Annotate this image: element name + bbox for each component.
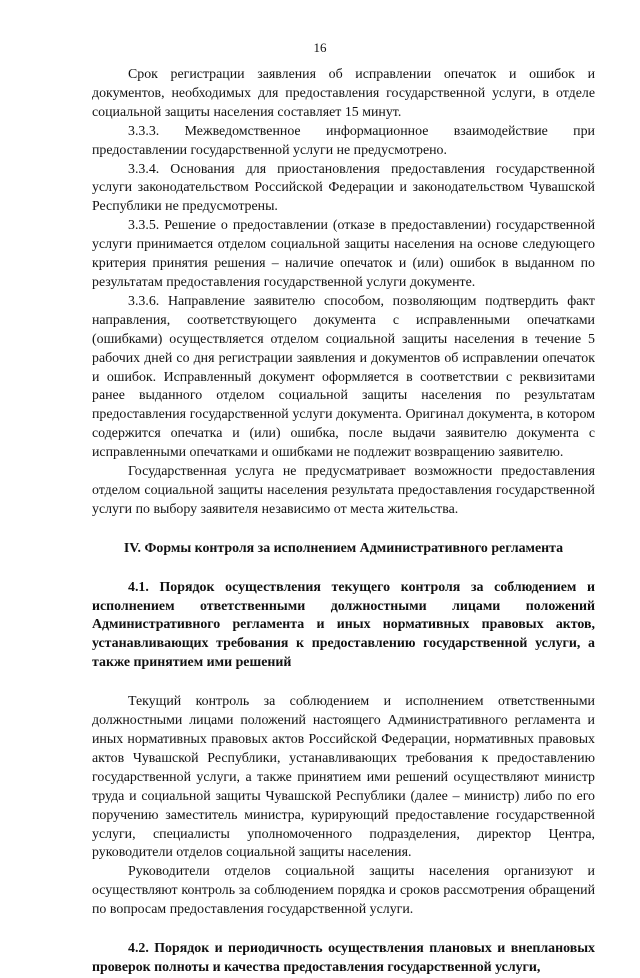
paragraph-3-3-3: 3.3.3. Межведомственное информационное взаимодействие при предоставлении государственной услуги не предусмотрено. <box>92 123 595 158</box>
subsection-4-1-heading: 4.1. Порядок осуществления текущего контроля за соблюдением и исполнением ответственными должностными лицами положений Административного регламента и иных нормативных правовых актов, устанавливающих требования к предоставлению государственной услуги, а также принятием ими решений <box>92 579 595 671</box>
spacer <box>92 520 595 540</box>
paragraph-no-extraterritorial: Государственная услуга не предусматривает возможности предоставления отделом социальной защиты населения результата предоставления государственной услуги по выбору заявителя независимо от места жительства. <box>92 464 595 517</box>
paragraph-3-3-4: 3.3.4. Основания для приостановления предоставления государственной услуги законодательством Российской Федерации и законодательством Чувашской Республики не предусмотрены. <box>92 161 595 215</box>
subsection-4-2-heading: 4.2. Порядок и периодичность осуществления плановых и внеплановых проверок полноты и качества предоставления государственной услуги, <box>92 941 595 975</box>
paragraph-department-heads: Руководители отделов социальной защиты населения организуют и осуществляют контроль за соблюдением порядка и сроков рассмотрения обращений по вопросам предоставления государственной услуги. <box>92 864 595 918</box>
spacer <box>92 559 595 579</box>
section-iv-heading: IV. Формы контроля за исполнением Административного регламента <box>123 540 564 556</box>
spacer <box>92 673 595 693</box>
paragraph-3-3-6: 3.3.6. Направление заявителю способом, позволяющим подтвердить факт направления, соответствующего документа с исправленными опечатками (ошибками) осуществляется отделом социальной защиты населения в течение 5 рабочих дней со дня регистрации заявления и документов об исправлении опечаток и ошибок. Исправленный документ оформляется в соответствии с реквизитами ранее выданного отделом социальной защиты населения по результатам предоставления государственной услуги документа. Оригинал документа, в котором содержится опечатка и (или) ошибка, после выдачи заявителю документа с исправленными опечатками и ошибками не подлежит возвращению заявителю. <box>92 293 595 461</box>
paragraph-current-control: Текущий контроль за соблюдением и исполнением ответственными должностными лицами положений настоящего Административного регламента и иных нормативных правовых актов Российской Федерации, нормативных правовых актов Чувашской Республики, устанавливающих требования к предоставлению государственной услуги, а также принятием ими решений осуществляют министр труда и социальной защиты Чувашской Республики (далее – министр) либо по его поручению заместитель министра, курирующий предоставление государственной услуги, специалисты уполномоченного подразделения, директор Центра, руководители отделов социальной защиты населения. <box>92 694 595 861</box>
spacer <box>92 920 595 940</box>
page-number: 16 <box>313 40 327 55</box>
document-body <box>92 66 595 978</box>
paragraph-3-3-5: 3.3.5. Решение о предоставлении (отказе в предоставлении) государственной услуги принимается отделом социальной защиты населения на основе следующего критерия принятия решения – наличие опечаток и (или) ошибок в выданном по результатам предоставления государственной услуги документе. <box>92 218 595 290</box>
paragraph-registration-time: Срок регистрации заявления об исправлении опечаток и ошибок и документов, необходимых для предоставления государственной услуги, в отделе социальной защиты населения составляет 15 минут. <box>92 67 595 120</box>
